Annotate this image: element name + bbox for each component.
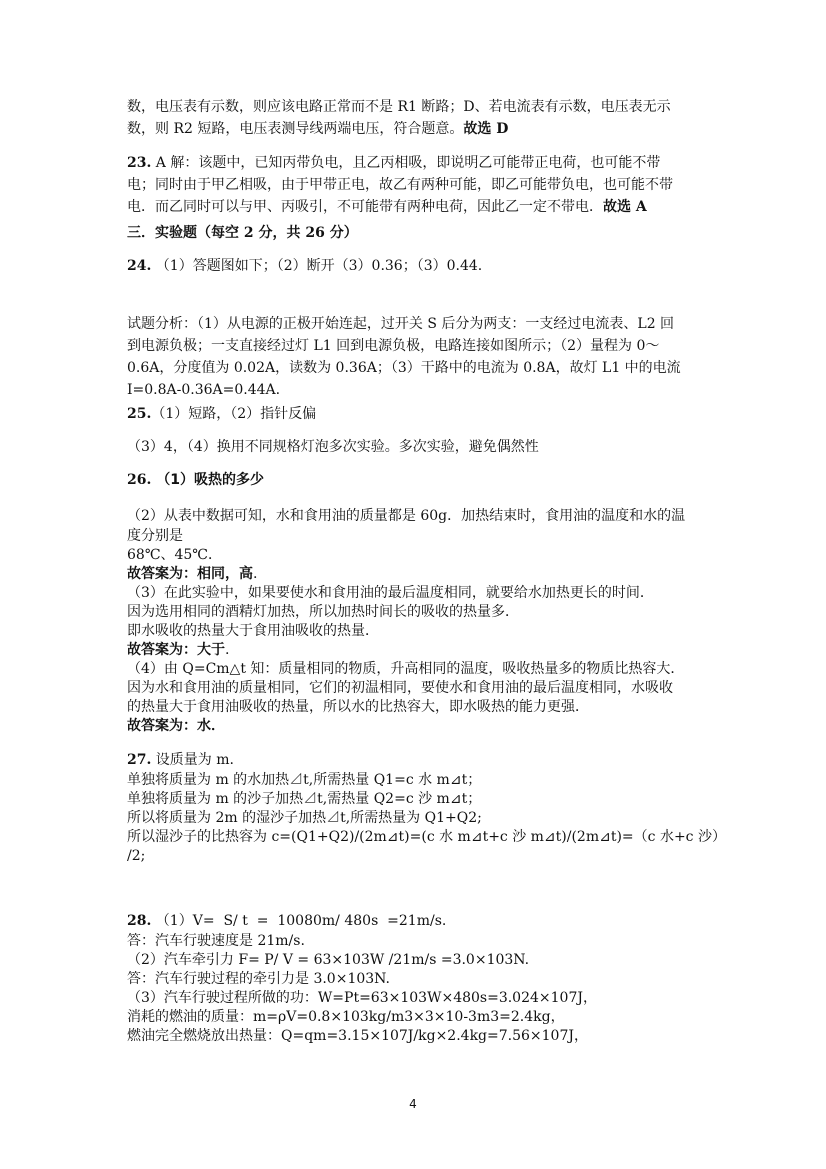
q28-number: 28. (127, 913, 152, 929)
q23-number: 23. (127, 155, 152, 171)
q24-analysis-2: 到电源负极；一支直接经过灯 L1 回到电源负极，电路连接如图所示；（2）量程为 0～ (127, 338, 660, 354)
section-heading-experiments: 三．实验题（每空 2 分，共 26 分） (127, 225, 358, 241)
q24-analysis-4: I=0.8A-0.36A=0.44A. (127, 382, 281, 398)
q27-text: 设质量为 m. (151, 752, 234, 768)
q27-line-1 (127, 750, 234, 770)
q26-answer-3: 故答案为：水． (127, 718, 225, 734)
q28-line-3: （2）汽车牵引力 F= P/ V = 63×103W /21m/s =3.0×103N. (127, 952, 530, 968)
q26-line-8: 因为水和食用油的质量相同，它们的初温相同，要使水和食用油的最后温度相同，水吸收 (127, 680, 673, 696)
q23-answer: 故选 A (603, 199, 647, 215)
q28-line-1 (127, 911, 446, 931)
q22-line-2 (127, 119, 508, 139)
q27-line-3: 单独将质量为 m 的沙子加热⊿t,需热量 Q2=c 沙 m⊿t； (127, 791, 482, 807)
q23-line-2: 电；同时由于甲乙相吸，由于甲带正电，故乙有两种可能，即乙可能带负电，也可能不带 (127, 177, 673, 193)
q27-number: 27. (127, 752, 152, 768)
q26-answer-1-text: 故答案为：相同，高 (127, 566, 253, 582)
q24-number: 24. (127, 258, 152, 274)
q26-heading (127, 470, 264, 490)
q27-line-6: /2; (127, 848, 146, 864)
q28-text: （1）V= S/ t = 10080m/ 480s =21m/s. (151, 913, 447, 929)
q24-text: （1）答题图如下；（2）断开（3）0.36；（3）0.44. (151, 258, 483, 274)
q26-line-9: 的热量大于食用油吸收的热量，所以水的比热容大，即水吸热的能力更强． (127, 699, 589, 715)
q25-line-1 (127, 404, 316, 424)
q26-number: 26. (127, 472, 152, 488)
q26-answer-2-period: . (225, 642, 230, 658)
q28-line-4: 答：汽车行驶过程的牵引力是 3.0×103N. (127, 971, 390, 987)
page-number: 4 (409, 1097, 417, 1111)
q27-line-5: 所以湿沙子的比热容为 c=(Q1+Q2)/(2m⊿t)=(c 水 m⊿t+c 沙 m⊿t)/(2m⊿t)=（c 水+c 沙） (127, 829, 726, 845)
q22-answer: 故选 D (463, 121, 509, 137)
q26-answer-2-text: 故答案为：大于 (127, 642, 225, 658)
q26-answer-1 (127, 564, 257, 584)
q23-line-1 (127, 153, 660, 173)
q23-text-end: 电．而乙同时可以与甲、丙吸引，不可能带有两种电荷，因此乙一定不带电． (127, 199, 603, 215)
q23-line-3 (127, 197, 647, 217)
q28-line-6: 消耗的燃油的质量：m=ρV=0.8×103kg/m3×3×10-3m3=2.4kg， (127, 1009, 565, 1025)
q26-line-2: 度分别是 (127, 528, 183, 544)
q26-line-7: （4）由 Q=Cm△t 知：质量相同的物质，升高相同的温度，吸收热量多的物质比热容大． (127, 661, 685, 677)
q22-text: 数，则 R2 短路，电压表测导线两端电压，符合题意。 (127, 121, 464, 137)
q27-line-4: 所以将质量为 2m 的湿沙子加热⊿t,所需热量为 Q1+Q2; (127, 810, 482, 826)
q28-line-5: （3）汽车行驶过程所做的功：W=Pt=63×103W×480s=3.024×107J， (127, 990, 597, 1006)
q28-line-7: 燃油完全燃烧放出热量：Q=qm=3.15×107J/kg×2.4kg=7.56×107J， (127, 1028, 588, 1044)
q26-heading-text: （1）吸热的多少 (151, 472, 264, 488)
q26-answer-1-period: . (253, 566, 258, 582)
q26-line-4: （3）在此实验中，如果要使水和食用油的最后温度相同，就要给水加热更长的时间． (127, 585, 654, 601)
q24-analysis-1: 试题分析：（1）从电源的正极开始连起，过开关 S 后分为两支：一支经过电流表、L2 回 (127, 316, 675, 332)
q24-analysis-3: 0.6A，分度值为 0.02A，读数为 0.36A；（3）干路中的电流为 0.8A，故灯 L1 中的电流 (127, 360, 681, 376)
q22-line-1: 数，电压表有示数，则应该电路正常而不是 R1 断路；D、若电流表有示数，电压表无示 (127, 99, 671, 115)
q26-answer-2 (127, 640, 229, 660)
q26-line-6: 即水吸收的热量大于食用油吸收的热量． (127, 623, 379, 639)
q23-text: A 解：该题中，已知丙带负电，且乙丙相吸，即说明乙可能带正电荷，也可能不带 (151, 155, 661, 171)
q26-line-1: （2）从表中数据可知，水和食用油的质量都是 60g．加热结束时，食用油的温度和水的温 (127, 508, 686, 524)
q25-text: （1）短路，（2）指针反偏 (151, 406, 317, 422)
q26-line-5: 因为选用相同的酒精灯加热，所以加热时间长的吸收的热量多． (127, 604, 519, 620)
q28-line-2: 答：汽车行驶速度是 21m/s. (127, 933, 305, 949)
q27-line-2: 单独将质量为 m 的水加热⊿t,所需热量 Q1=c 水 m⊿t； (127, 772, 482, 788)
q25-number: 25. (127, 406, 152, 422)
q24-line-1 (127, 256, 482, 276)
q26-line-3: 68℃、45℃． (127, 547, 222, 563)
q25-line-2: （3）4，（4）换用不同规格灯泡多次实验。多次实验，避免偶然性 (127, 439, 539, 455)
